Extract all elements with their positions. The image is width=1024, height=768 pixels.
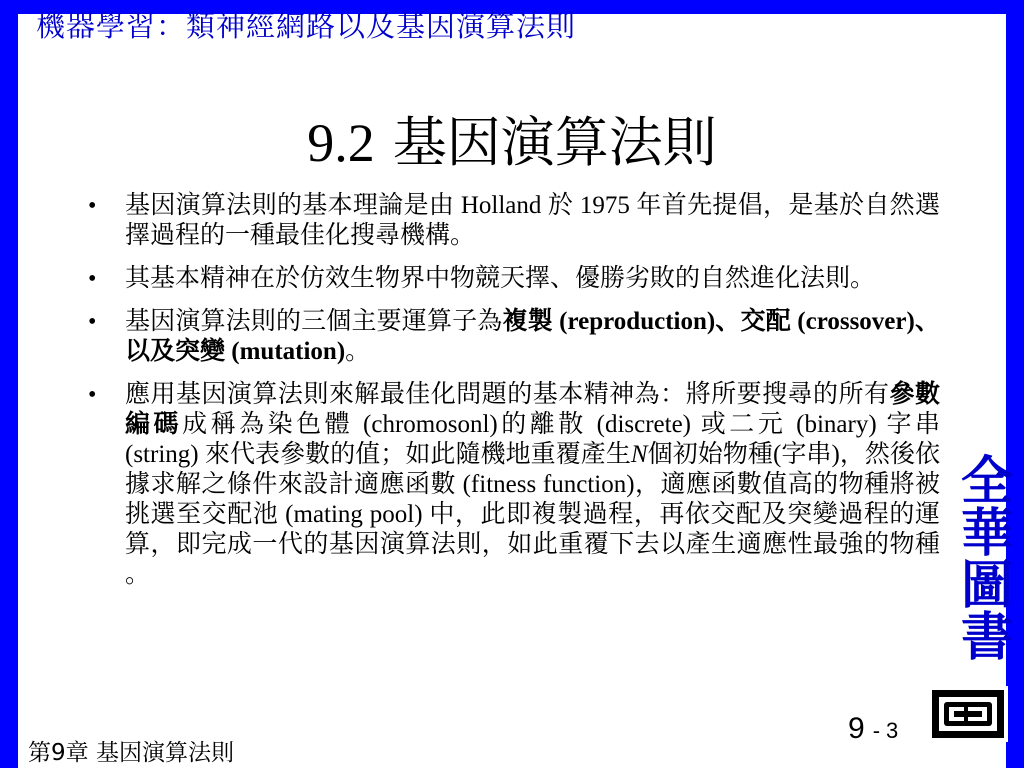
term-mutation: 突變 [175,338,226,365]
bullet-list [88,191,940,603]
bullet-item [88,380,940,590]
page-index: 3 [886,718,899,743]
bullet-icon: • [88,266,97,292]
brand-char: 全 [960,452,1013,512]
course-header: 機器學習：類神經網路以及基因演算法則 [36,11,577,43]
chapter-footer: 第9章 基因演算法則 [28,740,234,766]
term-crossover: 交配 [740,308,791,335]
bullet-icon: • [88,309,97,335]
page-separator: - [872,718,881,743]
bullet-text: 基因演算法則的基本理論是由 Holland 於 1975 年首先提倡，是基於自然選擇過程的一種最佳化搜尋機構。 [125,192,940,249]
brand-char: 書 [960,608,1013,668]
term-parameter-encoding: 參數編碼 [125,381,940,438]
chwa-logo-icon [928,686,1008,742]
bullet-text-cont: 成稱為染色體 (chromosonl)的離散 (discrete) 或二元 (binary) 字串 (string) 來代表參數的值；如此隨機地重覆產生 [125,411,940,468]
slide-title [0,100,1024,177]
bullet-icon: • [88,193,97,219]
bullet-item [88,307,940,367]
publisher-brand [955,452,1019,668]
page-number [848,712,898,746]
brand-char: 圖 [960,556,1013,616]
brand-char: 華 [960,504,1013,564]
bullet-text: 其基本精神在於仿效生物界中物競天擇、優勝劣敗的自然進化法則。 [125,265,876,292]
bullet-item [88,264,940,294]
term-reproduction-en: (reproduction)、 [552,308,741,335]
bullet-text-end: 個初始物種(字串)，然後依據求解之條件來設計適應函數 (fitness function)，適應函數值高的物種將被挑選至交配池 (mating pool) 中，此即複製過程，再依交配及突變過程的運算，即完成一代的基因演算法則，如此重覆下去以產生適應性最強的物種 。 [125,441,940,588]
term-reproduction: 複製 [502,308,553,335]
bullet-item [88,191,940,251]
bullet-text: 基因演算法則的三個主要運算子為 [125,308,503,335]
chapter-number: 9 [848,712,865,745]
term-crossover-en: (crossover)、以及 [125,308,940,365]
bullet-text: 應用基因演算法則來解最佳化問題的基本精神為：將所要搜尋的所有 [125,381,890,408]
section-number: 9.2 [307,113,375,173]
variable-n: N [630,441,648,468]
section-title: 基因演算法則 [392,113,717,173]
bullet-icon: • [88,382,97,408]
term-mutation-en: (mutation) [225,338,346,365]
bullet-text-end: 。 [345,338,371,365]
